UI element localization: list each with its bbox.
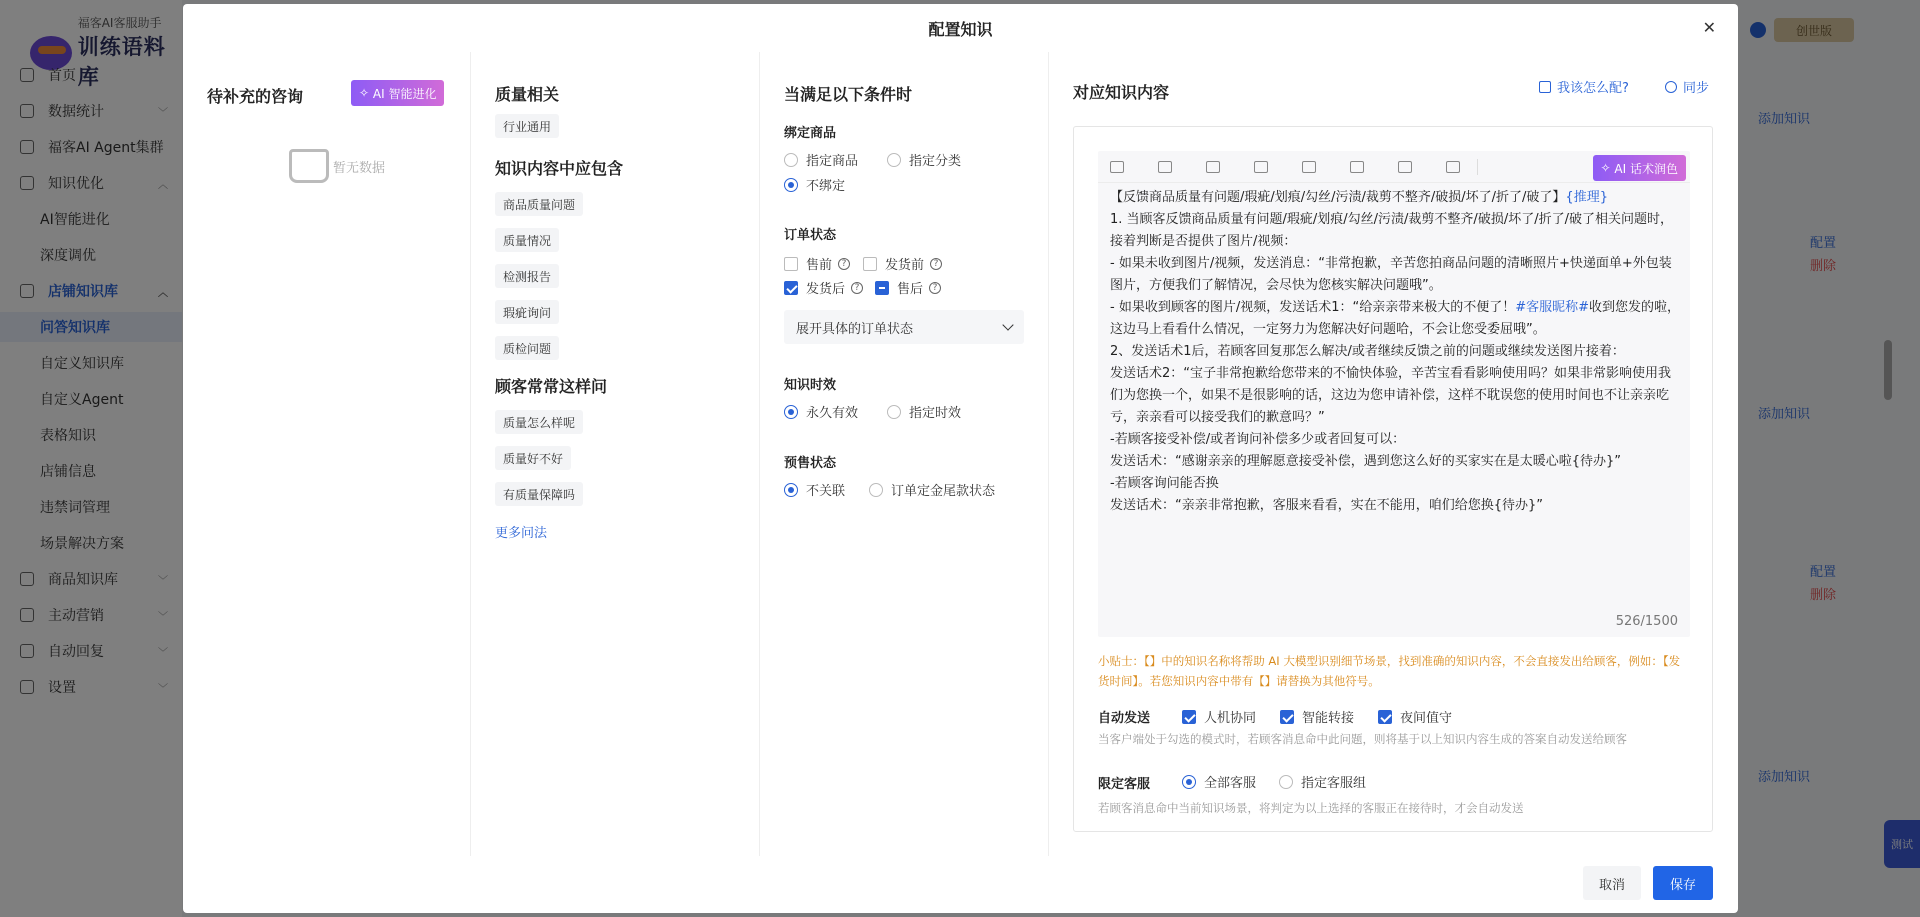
conditions-title: 当满足以下条件时 <box>784 85 913 104</box>
radio-specified-category[interactable]: 指定分类 <box>887 150 961 169</box>
checkbox-human-assist[interactable]: 人机协同 <box>1182 707 1256 726</box>
sync-icon <box>1665 81 1677 93</box>
sparkle-icon: ✧ <box>359 86 373 100</box>
cancel-button[interactable]: 取消 <box>1583 866 1641 900</box>
section-customer-asks: 顾客常常这样问 <box>495 377 608 396</box>
section-quality: 质量相关 <box>495 85 560 104</box>
checkbox-after-ship[interactable]: 发货后 ? <box>784 278 863 297</box>
limit-cs-hint: 若顾客消息命中当前知识场景，将判定为以上选择的客服正在接待时，才会自动发送 <box>1098 801 1524 815</box>
branch-icon[interactable] <box>1446 161 1460 173</box>
ai-evolve-label: AI 智能进化 <box>372 86 437 101</box>
expand-order-status-select[interactable]: 展开具体的订单状态 <box>784 310 1024 344</box>
checkbox-night-duty[interactable]: 夜间值守 <box>1378 707 1452 726</box>
sync-link[interactable]: 同步 <box>1665 77 1709 96</box>
radio-all-cs[interactable]: 全部客服 <box>1182 772 1256 791</box>
chevron-down-icon <box>1002 319 1013 330</box>
close-icon[interactable]: ✕ <box>1702 18 1716 37</box>
save-button[interactable]: 保存 <box>1653 866 1713 900</box>
bind-goods-label: 绑定商品 <box>784 126 837 141</box>
radio-specified-time[interactable]: 指定时效 <box>887 402 961 421</box>
editor-toolbar <box>1098 151 1690 183</box>
quality-column <box>471 52 760 856</box>
content-panel <box>1073 126 1713 832</box>
timeliness-label: 知识时效 <box>784 378 837 393</box>
more-questions-link[interactable]: 更多问法 <box>495 526 548 541</box>
tag-question: 有质量保障吗 <box>495 482 583 506</box>
empty-inbox-icon <box>289 149 329 183</box>
content-text[interactable]: 【反馈商品质量有问题/瑕疵/划痕/勾丝/污渍/裁剪不整齐/破损/坏了/折了/破了】{推理} 1. 当顾客反馈商品质量有问题/瑕疵/划痕/勾丝/污渍/裁剪不整齐/破损/坏了/折了/破了相关问题时，接着判断是否提供了图片/视频： - 如果未收到图片/视频，发送消息：“非常抱歉，辛苦您拍商品问题的清晰照片+快递面单+外包装图片，方便我们了解情况，会尽快为您核实解决问题哦”。 - 如果收到顾客的图片/视频，发送话术1：“给亲亲带来极大的不便了！#客服昵称#收到您发的啦，这边马上看看什么情况，一定努力为您解决好问题哈，不会让您受委屈哦”。 2、发送话术1后，若顾客回复那怎么解决/或者继续反馈之前的问题或继续发送图片接着： 发送话术2：“宝子非常抱歉给您带来的不愉快体验，辛苦宝看看影响使用吗？如果非常影响使用我们为您换一个，如果不是很影响的话，这边为您申请补偿，这样不耽误您的使用时间也不让亲亲吃亏，亲亲看可以接受我们的歉意吗？” -若顾客接受补偿/或者询问补偿多少或者回复可以： 发送话术：“感谢亲亲的理解愿意接受补偿，遇到您这么好的买家实在是太暖心啦{待办}” -若顾客询问能否换 发送话术：“亲亲非常抱歉，客服来看看，实在不能用，咱们给您换{待办}” <box>1110 190 1681 513</box>
file-icon[interactable] <box>1254 161 1268 173</box>
radio-no-bind[interactable]: 不绑定 <box>784 175 845 194</box>
limit-cs-label: 限定客服 <box>1098 777 1151 792</box>
help-icon: ? <box>851 282 863 294</box>
char-counter: 526/1500 <box>1615 614 1678 629</box>
grid-icon[interactable] <box>1350 161 1364 173</box>
tag-item: 质量情况 <box>495 228 559 252</box>
presale-label: 预售状态 <box>784 456 837 471</box>
checkbox-smart-transfer[interactable]: 智能转接 <box>1280 707 1354 726</box>
how-to-config-link[interactable]: 我该怎么配? <box>1539 77 1629 96</box>
conditions-column <box>760 52 1049 856</box>
order-status-label: 订单状态 <box>784 228 837 243</box>
robot-icon[interactable] <box>1302 161 1316 173</box>
link-icon[interactable] <box>1398 161 1412 173</box>
content-editor[interactable] <box>1098 151 1690 637</box>
pending-consult-column <box>183 52 471 856</box>
book-icon <box>1539 81 1551 93</box>
ai-polish-button[interactable]: ✧ AI 话术润色 <box>1593 155 1686 181</box>
tag-item: 质检问题 <box>495 336 559 360</box>
tip-text: 小贴士：【】中的知识名称将帮助 AI 大模型识别细节场景，找到准确的知识内容，不会直接发出给顾客，例如：【发货时间】。若您知识内容中带有【】请替换为其他符号。 <box>1098 654 1681 688</box>
help-icon: ? <box>930 258 942 270</box>
template-icon[interactable] <box>1110 161 1124 173</box>
tag-industry: 行业通用 <box>495 114 559 138</box>
dialog-title: 配置知识 <box>928 19 993 39</box>
radio-not-related[interactable]: 不关联 <box>784 480 845 499</box>
checkbox-before-ship[interactable]: 发货前 ? <box>863 254 942 273</box>
tag-item: 商品质量问题 <box>495 192 583 216</box>
pending-title: 待补充的咨询 <box>207 87 304 106</box>
video-icon[interactable] <box>1206 161 1220 173</box>
help-icon: ? <box>838 258 850 270</box>
auto-send-hint: 当客户端处于勾选的模式时，若顾客消息命中此问题，则将基于以上知识内容生成的答案自动发送给顾客 <box>1098 732 1627 746</box>
radio-permanent[interactable]: 永久有效 <box>784 402 858 421</box>
section-should-include: 知识内容中应包含 <box>495 159 624 178</box>
checkbox-after-sale[interactable]: 售后 ? <box>875 278 941 297</box>
tag-item: 检测报告 <box>495 264 559 288</box>
ai-evolve-button[interactable] <box>351 80 444 106</box>
auto-send-label: 自动发送 <box>1098 711 1151 726</box>
radio-deposit-status[interactable]: 订单定金尾款状态 <box>869 480 995 499</box>
help-icon: ? <box>929 282 941 294</box>
tag-item: 瑕疵询问 <box>495 300 559 324</box>
config-knowledge-dialog <box>183 4 1738 913</box>
tag-question: 质量好不好 <box>495 446 571 470</box>
checkbox-presale[interactable]: 售前 ? <box>784 254 850 273</box>
empty-state <box>289 149 385 183</box>
radio-cs-group[interactable]: 指定客服组 <box>1279 772 1366 791</box>
content-title: 对应知识内容 <box>1073 83 1170 102</box>
sparkle-icon: ✧ <box>1600 161 1615 175</box>
empty-text: 暂无数据 <box>333 160 386 176</box>
image-icon[interactable] <box>1158 161 1172 173</box>
radio-specified-goods[interactable]: 指定商品 <box>784 150 858 169</box>
tag-question: 质量怎么样呢 <box>495 410 583 434</box>
knowledge-content-column <box>1049 52 1738 856</box>
